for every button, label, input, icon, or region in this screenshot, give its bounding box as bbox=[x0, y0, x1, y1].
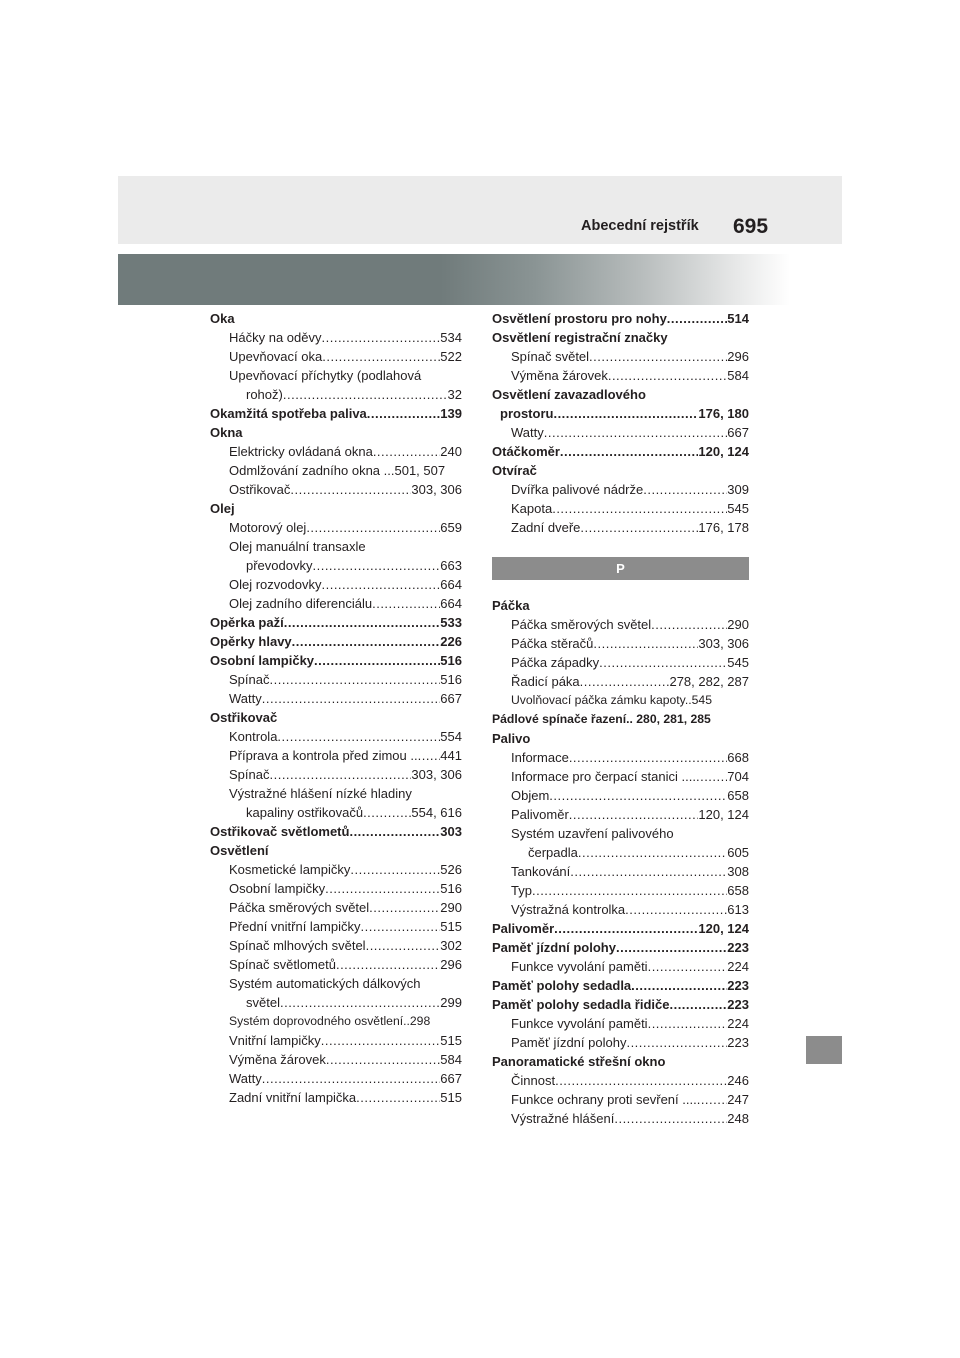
dot-leader bbox=[560, 442, 698, 461]
entry-text: Řadicí páka bbox=[511, 674, 580, 689]
page-reference: 584 bbox=[727, 368, 749, 383]
index-subentry bbox=[210, 366, 462, 385]
index-entry bbox=[492, 385, 749, 404]
entry-text: Olej rozvodovky bbox=[229, 577, 322, 592]
index-subentry bbox=[210, 879, 462, 898]
dot-leader bbox=[667, 309, 728, 328]
entry-text: Zadní vnitřní lampička bbox=[229, 1090, 357, 1105]
entry-text: Osobní lampičky bbox=[229, 881, 326, 896]
entry-text: Uvolňovací páčka zámku kapoty..545 bbox=[511, 693, 712, 707]
entry-text: Olej bbox=[210, 501, 235, 516]
index-subentry bbox=[492, 843, 749, 862]
index-entry bbox=[492, 309, 749, 328]
dot-leader bbox=[292, 632, 441, 651]
dot-leader bbox=[322, 328, 441, 347]
page-reference: 223 bbox=[727, 997, 749, 1012]
dot-leader bbox=[614, 1109, 727, 1128]
index-subentry bbox=[210, 1050, 462, 1069]
index-group-o bbox=[492, 309, 749, 537]
index-subentry bbox=[210, 537, 462, 556]
entry-text: Ostřikovač bbox=[229, 482, 291, 497]
dot-leader bbox=[569, 748, 727, 767]
dot-leader bbox=[570, 862, 727, 881]
entry-text: Kapota bbox=[511, 501, 553, 516]
index-entry bbox=[492, 328, 749, 347]
index-subentry bbox=[492, 499, 749, 518]
index-entry bbox=[210, 309, 462, 328]
entry-text: Paměť polohy sedadla bbox=[492, 978, 632, 993]
entry-text: Spínač bbox=[229, 767, 270, 782]
index-entry bbox=[210, 423, 462, 442]
entry-text: Olej manuální transaxle bbox=[229, 539, 366, 554]
page-reference: 658 bbox=[727, 883, 749, 898]
section-letter-bar: P bbox=[492, 557, 749, 580]
page-reference: 296 bbox=[440, 957, 462, 972]
dot-leader bbox=[361, 917, 441, 936]
page-reference: 545 bbox=[727, 655, 749, 670]
dot-leader bbox=[326, 1050, 440, 1069]
index-subentry bbox=[210, 575, 462, 594]
entry-text: Panoramatické střešní okno bbox=[492, 1054, 666, 1069]
page-reference: 613 bbox=[727, 902, 749, 917]
dot-leader bbox=[555, 1071, 727, 1090]
page-reference: 299 bbox=[440, 995, 462, 1010]
entry-text: Watty bbox=[229, 691, 262, 706]
page-reference: 516 bbox=[440, 672, 462, 687]
page-reference: 584 bbox=[440, 1052, 462, 1067]
dot-leader bbox=[312, 556, 440, 575]
index-subentry bbox=[210, 936, 462, 955]
index-subentry bbox=[492, 366, 749, 385]
dot-leader bbox=[697, 1090, 728, 1109]
entry-text: Výstražná kontrolka bbox=[511, 902, 626, 917]
dot-leader bbox=[314, 651, 440, 670]
index-subentry bbox=[210, 385, 462, 404]
dot-leader bbox=[553, 404, 698, 423]
entry-text: Výstražné hlášení nízké hladiny bbox=[229, 786, 412, 801]
page-reference: 667 bbox=[440, 1071, 462, 1086]
index-subentry bbox=[210, 1031, 462, 1050]
index-subentry bbox=[210, 328, 462, 347]
dot-leader bbox=[269, 670, 440, 689]
dot-leader bbox=[669, 995, 727, 1014]
entry-text: Činnost bbox=[511, 1073, 556, 1088]
index-entry bbox=[492, 919, 749, 938]
entry-text: Páčka směrových světel bbox=[511, 617, 652, 632]
page-reference: 533 bbox=[440, 615, 462, 630]
dot-leader bbox=[648, 1014, 728, 1033]
index-subentry bbox=[492, 1109, 749, 1128]
entry-text: Typ bbox=[511, 883, 532, 898]
index-subentry bbox=[492, 1071, 749, 1090]
index-subentry bbox=[210, 670, 462, 689]
index-entry bbox=[492, 596, 749, 615]
index-subentry bbox=[492, 653, 749, 672]
index-subentry bbox=[492, 881, 749, 900]
dot-leader bbox=[599, 653, 727, 672]
entry-text: Otvírač bbox=[492, 463, 537, 478]
dot-leader bbox=[283, 385, 448, 404]
page-reference: 120, 124 bbox=[698, 444, 749, 459]
page-reference: 303, 306 bbox=[411, 767, 462, 782]
index-subentry bbox=[210, 1012, 462, 1031]
entry-text: Paměť polohy sedadla řidiče bbox=[492, 997, 670, 1012]
index-entry bbox=[210, 613, 462, 632]
page-reference: 120, 124 bbox=[698, 807, 749, 822]
index-subentry bbox=[210, 898, 462, 917]
entry-text: Systém automatických dálkových bbox=[229, 976, 421, 991]
index-entry bbox=[492, 995, 749, 1014]
entry-text: Palivo bbox=[492, 731, 531, 746]
page-reference: 226 bbox=[440, 634, 462, 649]
page-reference: 515 bbox=[440, 1033, 462, 1048]
page-reference: 658 bbox=[727, 788, 749, 803]
page-reference: 224 bbox=[727, 959, 749, 974]
entry-text: Spínač světel bbox=[511, 349, 590, 364]
dot-leader bbox=[418, 746, 441, 765]
entry-text: Paměť jízdní polohy bbox=[511, 1035, 627, 1050]
index-subentry bbox=[492, 423, 749, 442]
page-reference: 290 bbox=[440, 900, 462, 915]
dot-leader bbox=[651, 615, 727, 634]
entry-text: Okamžitá spotřeba paliva bbox=[210, 406, 367, 421]
entry-text: Systém doprovodného osvětlení..298 bbox=[229, 1014, 431, 1028]
entry-text: Funkce ochrany proti sevření .... bbox=[511, 1092, 697, 1107]
entry-text: Opěrka paží bbox=[210, 615, 284, 630]
page-reference: 246 bbox=[727, 1073, 749, 1088]
dot-leader bbox=[356, 1088, 440, 1107]
index-column-left bbox=[210, 309, 462, 1107]
dot-leader bbox=[696, 767, 727, 786]
index-subentry bbox=[210, 461, 462, 480]
dot-leader bbox=[626, 1033, 727, 1052]
page-reference: 240 bbox=[440, 444, 462, 459]
index-subentry bbox=[210, 480, 462, 499]
page-reference: 441 bbox=[440, 748, 462, 763]
dot-leader bbox=[643, 480, 727, 499]
index-entry bbox=[492, 1052, 749, 1071]
entry-text: Osvětlení registrační značky bbox=[492, 330, 668, 345]
dot-leader bbox=[625, 900, 727, 919]
dot-leader bbox=[580, 672, 670, 691]
dot-leader bbox=[593, 634, 698, 653]
dot-leader bbox=[544, 423, 728, 442]
dot-leader bbox=[648, 957, 728, 976]
dot-leader bbox=[589, 347, 727, 366]
index-column-right bbox=[492, 309, 749, 1128]
entry-text: Systém uzavření palivového bbox=[511, 826, 674, 841]
entry-text: Páčka bbox=[492, 598, 530, 613]
dot-leader bbox=[532, 881, 727, 900]
index-subentry bbox=[492, 900, 749, 919]
dot-leader bbox=[262, 1069, 441, 1088]
index-subentry bbox=[210, 594, 462, 613]
dot-leader bbox=[569, 805, 699, 824]
entry-text: čerpadla bbox=[528, 845, 578, 860]
index-subentry bbox=[492, 634, 749, 653]
page-reference: 278, 282, 287 bbox=[669, 674, 749, 689]
entry-text: Spínač bbox=[229, 672, 270, 687]
page-reference: 176, 180 bbox=[698, 406, 749, 421]
entry-text: převodovky bbox=[246, 558, 313, 573]
page-reference: 534 bbox=[440, 330, 462, 345]
index-subentry bbox=[210, 556, 462, 575]
page-reference: 32 bbox=[447, 387, 462, 402]
index-subentry bbox=[492, 691, 749, 710]
page-reference: 554, 616 bbox=[411, 805, 462, 820]
page-reference: 223 bbox=[727, 940, 749, 955]
dot-leader bbox=[552, 499, 727, 518]
entry-text: Dvířka palivové nádrže bbox=[511, 482, 644, 497]
dot-leader bbox=[366, 936, 441, 955]
entry-text: Přední vnitřní lampičky bbox=[229, 919, 361, 934]
index-entry bbox=[492, 729, 749, 748]
entry-text: Osvětlení zavazadlového bbox=[492, 387, 646, 402]
page-reference: 667 bbox=[727, 425, 749, 440]
index-entry bbox=[492, 938, 749, 957]
decorative-banner bbox=[118, 254, 790, 305]
page-reference: 139 bbox=[440, 406, 462, 421]
entry-text: Výměna žárovek bbox=[511, 368, 608, 383]
index-subentry bbox=[492, 1033, 749, 1052]
dot-leader bbox=[372, 594, 440, 613]
dot-leader bbox=[580, 518, 698, 537]
index-subentry bbox=[210, 347, 462, 366]
index-subentry bbox=[492, 480, 749, 499]
dot-leader bbox=[631, 976, 727, 995]
entry-text: Vnitřní lampičky bbox=[229, 1033, 321, 1048]
page-reference: 516 bbox=[440, 881, 462, 896]
index-subentry bbox=[210, 803, 462, 822]
entry-text: Kosmetické lampičky bbox=[229, 862, 351, 877]
page-reference: 303 bbox=[440, 824, 462, 839]
entry-text: Opěrky hlavy bbox=[210, 634, 292, 649]
page-reference: 223 bbox=[727, 1035, 749, 1050]
entry-text: Ostřikovač bbox=[210, 710, 278, 725]
page-reference: 308 bbox=[727, 864, 749, 879]
index-group-p bbox=[492, 596, 749, 1128]
index-entry bbox=[492, 710, 749, 729]
entry-text: Upevňovací příchytky (podlahová bbox=[229, 368, 422, 383]
entry-text: Pádlové spínače řazení.. 280, 281, 285 bbox=[492, 712, 711, 726]
page-reference: 554 bbox=[440, 729, 462, 744]
page-reference: 668 bbox=[727, 750, 749, 765]
index-subentry bbox=[210, 974, 462, 993]
index-subentry bbox=[210, 993, 462, 1012]
index-subentry bbox=[492, 1014, 749, 1033]
entry-text: rohož) bbox=[246, 387, 283, 402]
index-subentry bbox=[492, 347, 749, 366]
index-subentry bbox=[492, 957, 749, 976]
index-subentry bbox=[210, 518, 462, 537]
entry-text: Páčka směrových světel bbox=[229, 900, 370, 915]
page-reference: 515 bbox=[440, 919, 462, 934]
index-subentry bbox=[210, 765, 462, 784]
entry-text: Okna bbox=[210, 425, 243, 440]
dot-leader bbox=[616, 938, 727, 957]
entry-text: Motorový olej bbox=[229, 520, 307, 535]
index-subentry bbox=[492, 862, 749, 881]
dot-leader bbox=[321, 575, 440, 594]
entry-text: Palivoměr bbox=[492, 921, 555, 936]
entry-text: Háčky na oděvy bbox=[229, 330, 322, 345]
entry-text: Funkce vyvolání paměti bbox=[511, 959, 648, 974]
page-reference: 516 bbox=[440, 653, 462, 668]
index-subentry bbox=[210, 689, 462, 708]
entry-text: Osvětlení prostoru pro nohy bbox=[492, 311, 667, 326]
page-reference: 176, 178 bbox=[698, 520, 749, 535]
index-subentry bbox=[492, 824, 749, 843]
entry-text: kapaliny ostřikovačů bbox=[246, 805, 364, 820]
entry-text: Spínač světlometů bbox=[229, 957, 336, 972]
index-entry bbox=[492, 442, 749, 461]
dot-leader bbox=[336, 955, 440, 974]
page-reference: 302 bbox=[440, 938, 462, 953]
page-reference: 515 bbox=[440, 1090, 462, 1105]
entry-text: Informace pro čerpací stanici .... bbox=[511, 769, 696, 784]
dot-leader bbox=[369, 898, 440, 917]
chapter-tab-marker bbox=[806, 1036, 842, 1064]
entry-text: Osobní lampičky bbox=[210, 653, 315, 668]
entry-text: Výstražné hlášení bbox=[511, 1111, 615, 1126]
dot-leader bbox=[277, 727, 440, 746]
dot-leader bbox=[325, 879, 440, 898]
page-reference: 659 bbox=[440, 520, 462, 535]
dot-leader bbox=[269, 765, 411, 784]
entry-text: Olej zadního diferenciálu bbox=[229, 596, 373, 611]
entry-text: Paměť jízdní polohy bbox=[492, 940, 616, 955]
page-reference: 248 bbox=[727, 1111, 749, 1126]
page-reference: 605 bbox=[727, 845, 749, 860]
entry-text: Upevňovací oka bbox=[229, 349, 323, 364]
page-reference: 120, 124 bbox=[698, 921, 749, 936]
index-subentry bbox=[210, 727, 462, 746]
entry-text: světel bbox=[246, 995, 280, 1010]
page-reference: 545 bbox=[727, 501, 749, 516]
index-entry bbox=[492, 461, 749, 480]
page-reference: 667 bbox=[440, 691, 462, 706]
dot-leader bbox=[554, 919, 698, 938]
page-reference: 296 bbox=[727, 349, 749, 364]
entry-text: Elektricky ovládaná okna bbox=[229, 444, 373, 459]
index-entry bbox=[210, 499, 462, 518]
page-reference: 303, 306 bbox=[698, 636, 749, 651]
index-subentry bbox=[210, 1069, 462, 1088]
page-reference: 224 bbox=[727, 1016, 749, 1031]
dot-leader bbox=[322, 347, 440, 366]
entry-text: Příprava a kontrola před zimou .. bbox=[229, 748, 418, 763]
index-subentry bbox=[492, 748, 749, 767]
index-subentry bbox=[210, 955, 462, 974]
index-subentry bbox=[492, 672, 749, 691]
index-entry bbox=[210, 708, 462, 727]
page-reference: 303, 306 bbox=[411, 482, 462, 497]
entry-text: Palivoměr bbox=[511, 807, 569, 822]
page-reference: 309 bbox=[727, 482, 749, 497]
dot-leader bbox=[284, 613, 441, 632]
index-subentry bbox=[492, 518, 749, 537]
page-reference: 290 bbox=[727, 617, 749, 632]
dot-leader bbox=[608, 366, 727, 385]
index-subentry bbox=[210, 784, 462, 803]
index-subentry bbox=[210, 442, 462, 461]
page-reference: 663 bbox=[440, 558, 462, 573]
index-subentry bbox=[492, 615, 749, 634]
page-reference: 664 bbox=[440, 596, 462, 611]
index-subentry bbox=[210, 917, 462, 936]
index-subentry bbox=[492, 767, 749, 786]
index-entry bbox=[210, 632, 462, 651]
dot-leader bbox=[321, 1031, 441, 1050]
dot-leader bbox=[578, 843, 727, 862]
page-reference: 522 bbox=[440, 349, 462, 364]
index-entry bbox=[210, 822, 462, 841]
entry-text: Výměna žárovek bbox=[229, 1052, 326, 1067]
entry-text: Páčka stěračů bbox=[511, 636, 594, 651]
entry-text: Informace bbox=[511, 750, 569, 765]
index-subentry bbox=[492, 805, 749, 824]
page-reference: 526 bbox=[440, 862, 462, 877]
entry-text: Osvětlení bbox=[210, 843, 269, 858]
page-reference: 704 bbox=[727, 769, 749, 784]
entry-text: Ostřikovač světlometů bbox=[210, 824, 350, 839]
entry-text: Watty bbox=[511, 425, 544, 440]
page-reference: 223 bbox=[727, 978, 749, 993]
entry-text: Funkce vyvolání paměti bbox=[511, 1016, 648, 1031]
dot-leader bbox=[306, 518, 440, 537]
index-subentry bbox=[492, 786, 749, 805]
page-reference: 247 bbox=[727, 1092, 749, 1107]
index-entry bbox=[210, 651, 462, 670]
entry-text: Kontrola bbox=[229, 729, 278, 744]
section-title: Abecední rejstřík bbox=[581, 218, 699, 234]
dot-leader bbox=[290, 480, 411, 499]
entry-text: Otáčkoměr bbox=[492, 444, 560, 459]
dot-leader bbox=[280, 993, 440, 1012]
index-entry bbox=[492, 404, 749, 423]
dot-leader bbox=[350, 860, 440, 879]
index-entry bbox=[210, 841, 462, 860]
index-subentry bbox=[210, 1088, 462, 1107]
entry-text: Oka bbox=[210, 311, 235, 326]
index-entry bbox=[492, 976, 749, 995]
entry-text: Spínač mlhových světel bbox=[229, 938, 366, 953]
index-subentry bbox=[210, 860, 462, 879]
entry-text: Watty bbox=[229, 1071, 262, 1086]
index-subentry bbox=[210, 746, 462, 765]
page-number: 695 bbox=[733, 215, 769, 238]
dot-leader bbox=[373, 442, 440, 461]
entry-text: Zadní dveře bbox=[511, 520, 581, 535]
index-subentry bbox=[492, 1090, 749, 1109]
entry-text: Páčka západky bbox=[511, 655, 600, 670]
dot-leader bbox=[363, 803, 411, 822]
page-reference: 514 bbox=[727, 311, 749, 326]
entry-text: Tankování bbox=[511, 864, 571, 879]
index-entry bbox=[210, 404, 462, 423]
entry-text: Odmlžování zadního okna ...501, 507 bbox=[229, 463, 446, 478]
page-reference: 664 bbox=[440, 577, 462, 592]
entry-text: prostoru bbox=[500, 406, 554, 421]
entry-text: Objem bbox=[511, 788, 550, 803]
dot-leader bbox=[367, 404, 441, 423]
dot-leader bbox=[549, 786, 727, 805]
dot-leader bbox=[349, 822, 440, 841]
dot-leader bbox=[262, 689, 441, 708]
